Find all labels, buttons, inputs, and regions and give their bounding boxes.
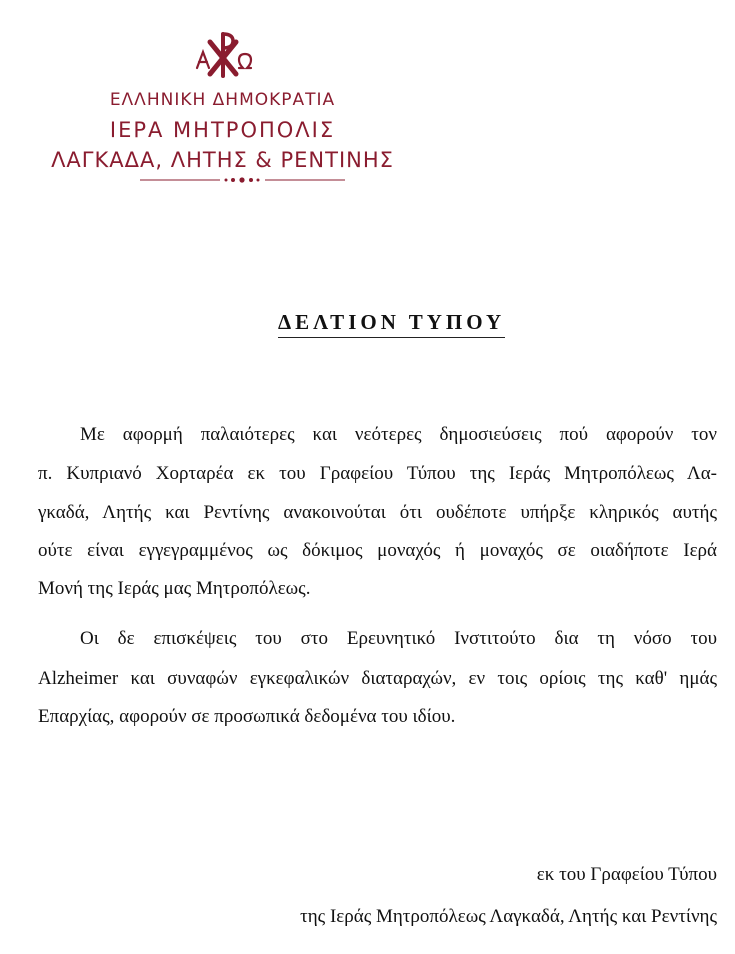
ornament-divider (140, 177, 345, 183)
paragraph-1-line: π. Κυπριανό Χορταρέα εκ του Γραφείου Τύπου της Ιεράς Μητροπόλεως Λα- (38, 463, 717, 484)
document-title: ΔΕΛΤΙΟΝ ΤΥΠΟΥ (278, 310, 505, 338)
letterhead-line-1: ΕΛΛΗΝΙΚΗ ΔΗΜΟΚΡΑΤΙΑ (109, 90, 336, 110)
signature-line-2: της Ιεράς Μητροπόλεως Λαγκαδά, Λητής και Ρεντίνης (300, 906, 717, 927)
paragraph-1-line: γκαδά, Λητής και Ρεντίνης ανακοινούται ότι ουδέποτε υπήρξε κληρικός αυτής (38, 502, 717, 523)
paragraph-1-line: Μονή της Ιεράς μας Μητροπόλεως. (38, 578, 311, 599)
paragraph-1-line: ούτε είναι εγγεγραμμένος ως δόκιμος μοναχός ή μοναχός σε οιαδήποτε Ιερά (38, 540, 717, 561)
paragraph-2-line: Οι δε επισκέψεις του στο Ερευνητικό Ινστιτούτο δια τη νόσο του (80, 628, 717, 649)
paragraph-2-line: Επαρχίας, αφορούν σε προσωπικά δεδομένα του ιδίου. (38, 706, 456, 727)
letterhead-line-3: ΛΑΓΚΑΔΑ, ΛΗΤΗΣ & ΡΕΝΤΙΝΗΣ (51, 148, 394, 172)
letterhead-line-2: ΙΕΡΑ ΜΗΤΡΟΠΟΛΙΣ (109, 118, 336, 142)
letterhead (20, 30, 425, 172)
chi-rho-monogram-icon (188, 30, 258, 80)
paragraph-1-line: Με αφορμή παλαιότερες και νεότερες δημοσιεύσεις πού αφορούν τον (80, 424, 717, 445)
signature-line-1: εκ του Γραφείου Τύπου (536, 864, 717, 885)
paragraph-2-line: Alzheimer και συναφών εγκεφαλικών διαταραχών, εν τοις ορίοις της καθ' ημάς (38, 668, 717, 689)
